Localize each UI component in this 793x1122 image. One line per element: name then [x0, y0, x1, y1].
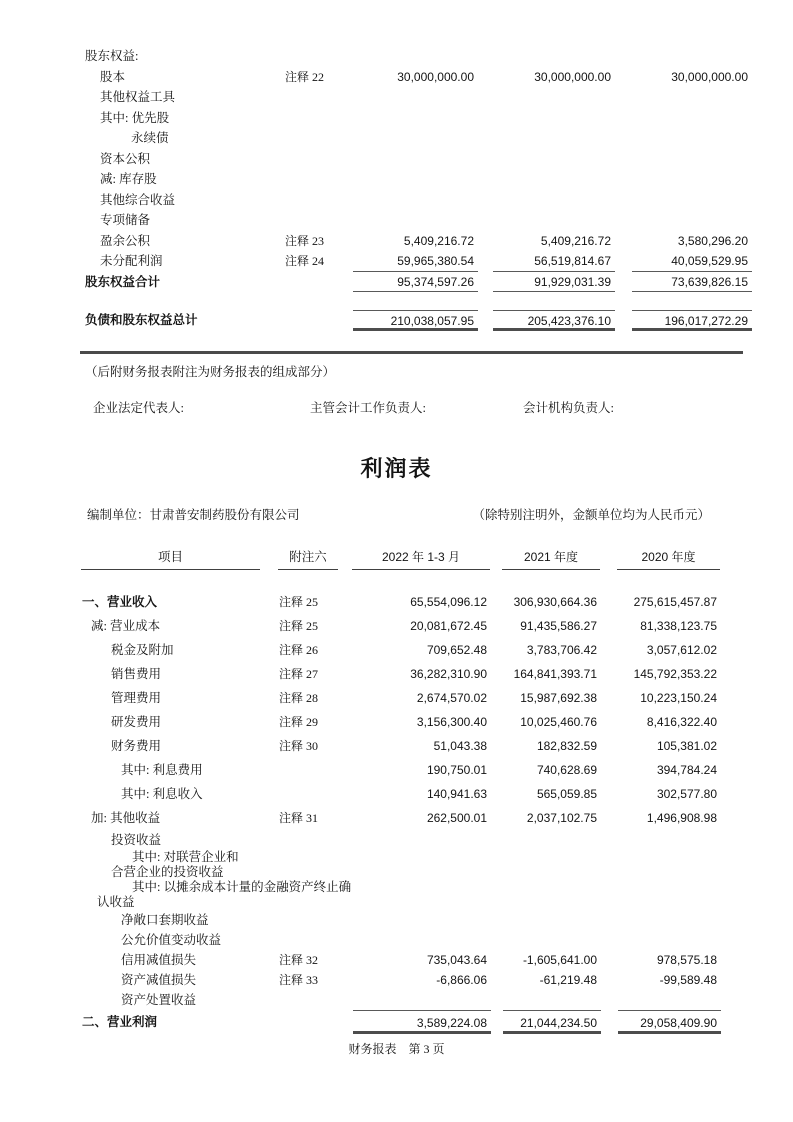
- value-2020: [618, 930, 721, 950]
- row-label: 资本公积: [100, 151, 151, 166]
- value-current-period: [353, 910, 491, 930]
- row-note-ref: [279, 880, 353, 895]
- value-current-period: 5,409,216.72: [403, 233, 474, 248]
- value-2021: 740,628.69: [536, 763, 597, 777]
- row-note-ref: [279, 930, 353, 950]
- value-2021: 164,841,393.71: [513, 667, 597, 681]
- value-current-period: 2,674,570.02: [416, 691, 487, 705]
- value-2020: [618, 850, 721, 865]
- value-current-period: [353, 880, 491, 895]
- value-2020: [618, 990, 721, 1010]
- value-2020: [618, 830, 721, 850]
- income-statement-row: [82, 710, 721, 734]
- income-statement-row: [82, 910, 721, 930]
- value-2021: 5,409,216.72: [540, 233, 611, 248]
- row-label: 净敞口套期收益: [121, 913, 209, 927]
- balance-sheet-row: [85, 87, 752, 108]
- value-2021: 565,059.85: [536, 787, 597, 801]
- row-label: 一、营业收入: [82, 595, 158, 609]
- row-label: 减: 营业成本: [91, 619, 161, 633]
- balance-sheet-row: [85, 128, 752, 149]
- value-current-period: 3,156,300.40: [416, 715, 487, 729]
- income-statement-row: [82, 850, 721, 865]
- value-2021: 15,987,692.38: [520, 691, 597, 705]
- value-2021: [493, 108, 615, 129]
- value-current-period: [353, 46, 478, 67]
- row-label: 其他权益工具: [100, 90, 176, 104]
- row-label: 其中: 优先股: [100, 110, 170, 125]
- balance-sheet-row: [85, 251, 752, 272]
- value-2020: [632, 46, 752, 67]
- income-statement-row: [82, 782, 721, 806]
- value-2020: 196,017,272.29: [632, 310, 752, 331]
- value-2020: [618, 880, 721, 895]
- value-2021: 2,037,102.75: [526, 811, 597, 825]
- column-header-note: 附注六: [278, 546, 338, 570]
- row-label: 销售费用: [111, 667, 162, 681]
- value-2020: [632, 87, 752, 108]
- row-label: 未分配利润: [100, 254, 163, 268]
- value-2020: [618, 895, 721, 910]
- row-note-ref: 注释 33: [279, 973, 319, 987]
- currency-unit-note: （除特别注明外，金额单位均为人民币元）: [472, 508, 710, 522]
- value-current-period: 735,043.64: [426, 953, 487, 967]
- row-label: 永续债: [131, 131, 169, 145]
- row-note-ref: [285, 87, 353, 108]
- value-current-period: [353, 850, 491, 865]
- column-header-period-2020: 2020 年度: [617, 546, 720, 570]
- row-note-ref: 注释 25: [279, 619, 319, 633]
- value-2021: [493, 169, 615, 190]
- value-2020: [632, 108, 752, 129]
- income-table-header: [81, 546, 720, 570]
- value-2020: 30,000,000.00: [671, 69, 748, 84]
- value-current-period: 30,000,000.00: [397, 69, 474, 84]
- row-note-ref: [285, 169, 353, 190]
- row-note-ref: [285, 108, 353, 129]
- value-2021: 21,044,234.50: [503, 1010, 601, 1034]
- value-current-period: [353, 830, 491, 850]
- row-label: 公允价值变动收益: [121, 933, 222, 947]
- value-current-period: 190,750.01: [426, 763, 487, 777]
- value-current-period: [353, 149, 478, 170]
- value-2021: [493, 149, 615, 170]
- value-current-period: [353, 210, 478, 231]
- row-note-ref: 注释 32: [279, 953, 319, 967]
- row-label: 合营企业的投资收益: [111, 865, 224, 879]
- column-header-period-2021: 2021 年度: [502, 546, 600, 570]
- row-note-ref: [285, 128, 353, 149]
- income-statement-row: [82, 865, 721, 880]
- row-note-ref: [279, 850, 353, 865]
- value-2020: 10,223,150.24: [640, 691, 717, 705]
- balance-sheet-row: [85, 46, 752, 67]
- value-current-period: [353, 108, 478, 129]
- value-2020: 105,381.02: [656, 739, 717, 753]
- value-2020: [632, 128, 752, 149]
- value-2020: 394,784.24: [656, 763, 717, 777]
- value-current-period: [353, 895, 491, 910]
- legal-representative-label: 企业法定代表人:: [93, 401, 184, 415]
- value-2021: [493, 210, 615, 231]
- row-note-ref: [279, 990, 353, 1010]
- value-2021: [503, 895, 601, 910]
- income-statement-row: [82, 590, 721, 614]
- row-label: 其中: 利息费用: [121, 763, 203, 777]
- row-label: 投资收益: [111, 833, 162, 847]
- row-note-ref: [285, 149, 353, 170]
- row-label: 认收益: [97, 895, 135, 909]
- value-2020: 8,416,322.40: [646, 715, 717, 729]
- value-2021: 3,783,706.42: [526, 643, 597, 657]
- income-statement-row: [82, 930, 721, 950]
- row-note-ref: [279, 758, 353, 782]
- balance-sheet-row: [85, 210, 752, 231]
- value-current-period: 95,374,597.26: [353, 272, 478, 293]
- balance-sheet-row: [85, 169, 752, 190]
- value-current-period: [353, 990, 491, 1010]
- value-current-period: 3,589,224.08: [353, 1010, 491, 1034]
- value-2021: [493, 46, 615, 67]
- balance-sheet-row: [85, 149, 752, 170]
- value-current-period: [353, 865, 491, 880]
- income-statement-row: [82, 734, 721, 758]
- value-2020: [632, 169, 752, 190]
- value-current-period: [353, 87, 478, 108]
- value-2021: -61,219.48: [539, 973, 597, 987]
- value-current-period: 709,652.48: [426, 643, 487, 657]
- value-2020: [618, 910, 721, 930]
- row-label: 管理费用: [111, 691, 162, 705]
- value-2021: [503, 910, 601, 930]
- balance-sheet-row: [85, 190, 752, 211]
- income-statement-row: [82, 638, 721, 662]
- income-statement-row: [82, 1010, 721, 1034]
- balance-sheet-row: [85, 67, 752, 88]
- prepared-by-row: [87, 505, 710, 523]
- row-label: 其中: 对联营企业和: [132, 850, 239, 864]
- row-note-ref: [279, 830, 353, 850]
- value-2020: 3,057,612.02: [646, 643, 717, 657]
- row-label: 研发费用: [111, 715, 162, 729]
- row-note-ref: [285, 310, 353, 331]
- income-statement-row: [82, 990, 721, 1010]
- row-label: 专项储备: [100, 213, 151, 227]
- value-2020: [618, 865, 721, 880]
- value-current-period: 20,081,672.45: [410, 619, 487, 633]
- row-label: 其他综合收益: [100, 192, 176, 207]
- balance-sheet-row: [85, 310, 752, 331]
- value-current-period: [353, 190, 478, 211]
- row-label: 其中: 利息收入: [121, 787, 203, 801]
- row-label: 税金及附加: [111, 643, 174, 657]
- page-footer: 财务报表 第 3 页: [348, 1042, 445, 1056]
- table-spacer-row: [85, 292, 752, 310]
- value-2021: 91,435,586.27: [520, 619, 597, 633]
- balance-sheet-row: [85, 231, 752, 252]
- value-2021: [493, 128, 615, 149]
- accounting-dept-head-label: 会计机构负责人:: [523, 401, 614, 415]
- value-2020: [632, 190, 752, 211]
- value-2021: [503, 865, 601, 880]
- row-note-ref: 注释 25: [279, 595, 319, 609]
- row-label: 资产减值损失: [121, 973, 197, 987]
- value-2021: 10,025,460.76: [520, 715, 597, 729]
- row-note-ref: 注释 27: [279, 667, 319, 681]
- income-statement-row: [82, 686, 721, 710]
- income-statement-title: 利润表: [360, 456, 433, 481]
- value-2020: 275,615,457.87: [633, 595, 717, 609]
- value-2020: 40,059,529.95: [632, 251, 752, 272]
- row-label: 资产处置收益: [121, 993, 197, 1007]
- value-2020: [632, 210, 752, 231]
- row-note-ref: 注释 24: [285, 254, 325, 268]
- row-note-ref: [279, 782, 353, 806]
- row-label: 股本: [100, 69, 126, 84]
- row-note-ref: 注释 26: [279, 643, 319, 657]
- value-2020: 81,338,123.75: [640, 619, 717, 633]
- income-statement-row: [82, 970, 721, 990]
- value-2021: -1,605,641.00: [522, 953, 597, 967]
- row-label: 财务费用: [111, 739, 162, 753]
- row-note-ref: [285, 272, 353, 293]
- value-2021: [503, 990, 601, 1010]
- value-2021: [493, 190, 615, 211]
- row-label: 减: 库存股: [100, 172, 157, 186]
- value-current-period: [353, 128, 478, 149]
- chief-accountant-label: 主管会计工作负责人:: [310, 401, 426, 415]
- row-label: 负债和股东权益总计: [85, 313, 198, 327]
- value-2021: [503, 830, 601, 850]
- value-current-period: [353, 169, 478, 190]
- value-2021: 56,519,814.67: [493, 251, 615, 272]
- value-2021: [493, 87, 615, 108]
- income-statement-row: [82, 830, 721, 850]
- signature-line: [0, 398, 793, 414]
- row-note-ref: [285, 210, 353, 231]
- row-note-ref: 注释 31: [279, 811, 319, 825]
- value-2021: [503, 850, 601, 865]
- value-2021: 91,929,031.39: [493, 272, 615, 293]
- prepared-by-label: 编制单位：甘肃普安制药股份有限公司: [87, 508, 300, 522]
- row-note-ref: [279, 910, 353, 930]
- income-statement-row: [82, 806, 721, 830]
- value-2021: 205,423,376.10: [493, 310, 615, 331]
- row-label: 盈余公积: [100, 233, 151, 248]
- row-note-ref: 注释 23: [285, 233, 325, 248]
- value-2021: 306,930,664.36: [513, 595, 597, 609]
- row-note-ref: 注释 30: [279, 739, 319, 753]
- row-note-ref: [279, 895, 353, 910]
- value-current-period: -6,866.06: [436, 973, 487, 987]
- value-2021: 182,832.59: [536, 739, 597, 753]
- row-label: 信用减值损失: [121, 953, 197, 967]
- balance-sheet-row: [85, 272, 752, 293]
- income-statement-row: [82, 662, 721, 686]
- value-2021: [503, 930, 601, 950]
- income-statement-table: [82, 590, 721, 1034]
- value-current-period: 51,043.38: [433, 739, 487, 753]
- income-statement-row: [82, 950, 721, 970]
- row-label: 股东权益合计: [85, 274, 161, 289]
- value-current-period: 210,038,057.95: [353, 310, 478, 331]
- row-note-ref: [285, 46, 353, 67]
- value-2020: 978,575.18: [656, 953, 717, 967]
- value-current-period: 140,941.63: [426, 787, 487, 801]
- value-2020: -99,589.48: [659, 973, 717, 987]
- balance-sheet-equity-table: [85, 46, 752, 331]
- row-label: 加: 其他收益: [91, 811, 161, 825]
- income-statement-row: [82, 758, 721, 782]
- income-statement-row: [82, 895, 721, 910]
- row-note-ref: 注释 29: [279, 715, 319, 729]
- row-note-ref: [279, 865, 353, 880]
- value-current-period: 36,282,310.90: [410, 667, 487, 681]
- value-2020: [632, 149, 752, 170]
- value-2020: 73,639,826.15: [632, 272, 752, 293]
- value-2021: [503, 880, 601, 895]
- attachment-note: （后附财务报表附注为财务报表的组成部分）: [85, 365, 336, 379]
- value-2020: 3,580,296.20: [677, 233, 748, 248]
- value-current-period: [353, 930, 491, 950]
- value-current-period: 262,500.01: [426, 811, 487, 825]
- income-statement-row: [82, 614, 721, 638]
- value-2020: 145,792,353.22: [633, 667, 717, 681]
- value-2020: 302,577.80: [656, 787, 717, 801]
- column-header-period-2022: 2022 年 1-3 月: [352, 546, 490, 570]
- row-label: 二、营业利润: [82, 1015, 158, 1029]
- value-2020: 1,496,908.98: [646, 811, 717, 825]
- row-note-ref: [279, 1010, 353, 1034]
- row-note-ref: [285, 190, 353, 211]
- value-current-period: 59,965,380.54: [353, 251, 478, 272]
- value-2020: 29,058,409.90: [618, 1010, 721, 1034]
- row-note-ref: 注释 28: [279, 691, 319, 705]
- value-current-period: 65,554,096.12: [410, 595, 487, 609]
- column-header-item: 项目: [81, 546, 260, 570]
- income-statement-row: [82, 880, 721, 895]
- row-note-ref: 注释 22: [285, 69, 325, 84]
- balance-sheet-row: [85, 108, 752, 129]
- row-label: 其中: 以摊余成本计量的金融资产终止确: [132, 880, 352, 894]
- row-label: 股东权益:: [85, 49, 139, 63]
- section-divider: [80, 351, 743, 354]
- value-2021: 30,000,000.00: [534, 69, 611, 84]
